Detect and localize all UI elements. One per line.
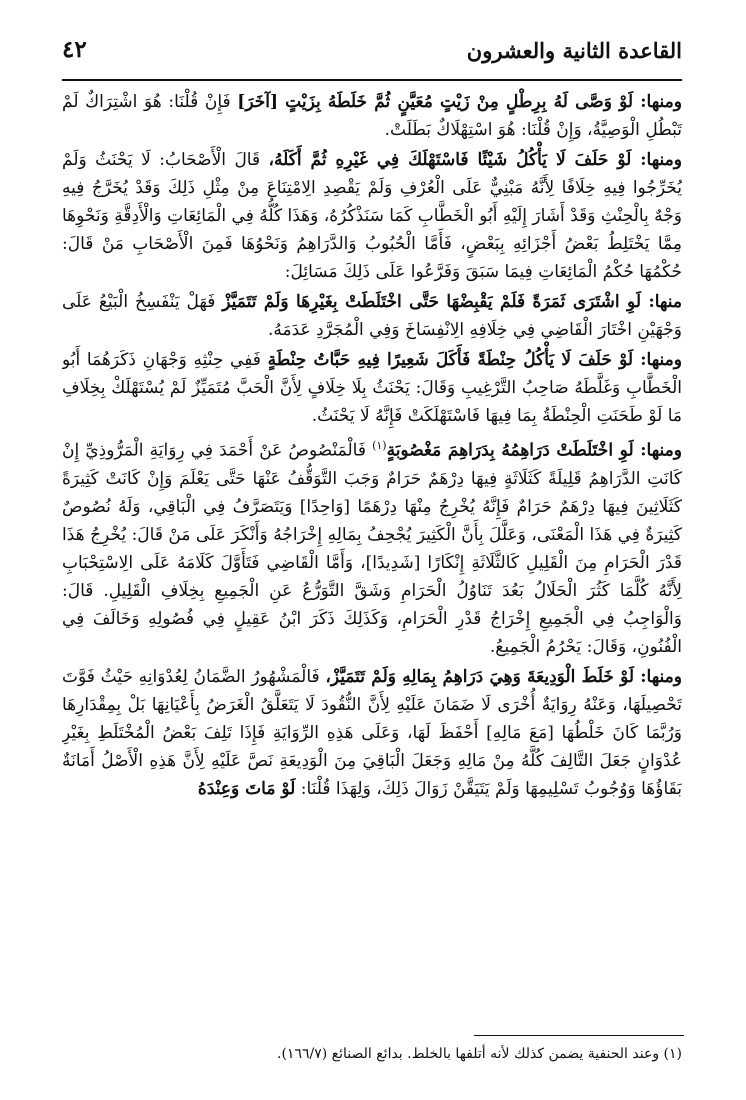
page-body bbox=[62, 88, 682, 1008]
paragraph bbox=[62, 346, 682, 430]
paragraph bbox=[62, 663, 682, 803]
paragraph-text: فَفِي حِنْثِهِ وَجْهَانِ ذَكَرَهُمَا أَبُو الْخَطَّابِ وَغَلَّطَهُ صَاحِبُ التَّرْغِيبِ وَقَالَ: يَحْنَثُ بِلَا خِلَافٍ لِأَنَّ الْحَبَّ مُتَمَيِّزٌ لَمْ يُسْتَهْلَكْ بِخِلَافِ مَا لَوْ طَحَنَتِ الْحِنْطَةُ بِمَا فِيهَا فَاسْتَهْلَكَتْ فَإِنَّهُ لَا يَحْنَثُ. bbox=[62, 350, 682, 426]
paragraph bbox=[62, 432, 682, 661]
page-number: ٤٢ bbox=[62, 36, 87, 63]
footnote-divider bbox=[474, 1035, 684, 1036]
issue-heading: ومنها: لَوْ وَصَّى لَهُ بِرِطْلٍ مِنْ زَيْتٍ مُعَيَّنٍ ثُمَّ خَلَطَهُ بِزَيْتٍ [آخَرَ] bbox=[237, 92, 682, 112]
issue-heading: ومنها: لَوِ اخْتَلَطَتْ دَرَاهِمُهُ بِدَرَاهِمَ مَغْصُوبَةٍ bbox=[386, 440, 682, 461]
continuation-heading: لَوْ مَاتَ وَعِنْدَهُ bbox=[197, 778, 296, 799]
paragraph-text: قَالَ الْأَصْحَابُ: لَا يَحْنَثُ وَلَمْ يُخَرِّجُوا فِيهِ خِلَافًا لِأَنَّهُ مَبْنِيٌّ عَلَى الْعُرْفِ وَلَمْ يَقْصِدِ الِامْتِنَاعَ مِنْ مِثْلِ ذَلِكَ وَقَدْ يُخَرَّجُ فِيهِ وَجْهٌ بِالْحِنْثِ وَقَدْ أَشَارَ إِلَيْهِ أَبُو الْخَطَّابِ كَمَا سَنَذْكُرُهُ، وَهَذَا كُلُّهُ فِي الْمَائِعَاتِ وَالْأَدِقَّةِ وَنَحْوِهَا مِمَّا يَخْتَلِطُ بَعْضُ أَجْزَائِهِ بِبَعْضٍ، فَأَمَّا الْحُبُوبُ وَالدَّرَاهِمُ وَنَحْوُهَا فَمِنَ الْأَصْحَابِ مَنْ قَالَ: حُكْمُهَا حُكْمُ الْمَائِعَاتِ فِيمَا سَبَقَ وَفَرَّعُوا عَلَى ذَلِكَ مَسَائِلَ: bbox=[62, 150, 682, 282]
header-divider bbox=[62, 79, 682, 81]
paragraph-text: فَالْمَنْصُوصُ عَنْ أَحْمَدَ فِي رِوَايَةِ الْمَرُّوذِيِّ إِنْ كَانَتِ الدَّرَاهِمُ قَلِيلَةً كَثَلَاثَةٍ فِيهَا دِرْهَمٌ حَرَامٌ وَجَبَ التَّوَقُّفُ عَنْهَا حَتَّى يَعْلَمَ وَإِنْ كَانَتْ كَثِيرَةً كَثَلَاثِينَ فِيهَا دِرْهَمٌ حَرَامٌ فَإِنَّهُ يُخْرِجُ مِنْهَا دِرْهَمًا [وَاحِدًا] وَيَتَصَرَّفُ فِي الْبَاقِي، وَلَهُ نُصُوصٌ كَثِيرَةٌ فِي هَذَا الْمَعْنَى، وَعَلَّلَ بِأَنَّ الْكَثِيرَ يُجْحِفُ بِمَالِهِ إِخْرَاجُهُ وَأَنْكَرَ عَلَى مَنْ قَالَ: يُخْرِجُ هَذَا قَدْرَ الْحَرَامِ مِنَ الْقَلِيلِ كَالثَّلَاثَةِ إِنْكَارًا [شَدِيدًا]، وَأَمَّا الْقَاضِي فَتَأَوَّلَ كَلَامَهُ عَلَى الِاسْتِحْبَابِ لِأَنَّهُ كُلَّمَا كَثُرَ الْحَلَالُ بَعُدَ تَنَاوُلُ الْحَرَامِ وَشَقَّ التَّوَرُّعُ عَنِ الْجَمِيعِ بِخِلَافِ الْقَلِيلِ. قَالَ: وَالْوَاجِبُ فِي الْجَمِيعِ إِخْرَاجُ قَدْرِ الْحَرَامِ، وَكَذَلِكَ ذَكَرَ ابْنُ عَقِيلٍ فِي فُصُولِهِ وَخَالَفَ فِي الْفُنُونِ، وَقَالَ: يَحْرُمُ الْجَمِيعُ. bbox=[62, 440, 682, 657]
paragraph-text: فَهَلْ يَنْفَسِخُ الْبَيْعُ عَلَى وَجْهَيْنِ اخْتَارَ الْقَاضِي فِي خِلَافِهِ الِانْفِسَاخَ وَفِي الْمُجَرَّدِ عَدَمَهُ. bbox=[62, 292, 682, 340]
issue-heading: ومنها: لَوْ حَلَفَ لَا يَأْكُلُ حِنْطَةً فَأَكَلَ شَعِيرًا فِيهِ حَبَّاتُ حِنْطَةٍ bbox=[267, 350, 682, 370]
page-header bbox=[62, 34, 682, 74]
paragraph-text: فَالْمَشْهُورُ الضَّمَانُ لِعُدْوَانِهِ حَيْثُ فَوَّتَ تَحْصِيلَهَا، وَعَنْهُ رِوَايَةٌ أُخْرَى لَا ضَمَانَ عَلَيْهِ لِأَنَّ النُّقُودَ لَا يَتَعَلَّقُ الْغَرَضُ بِأَعْيَانِهَا بَلْ بِمِقْدَارِهَا وَرُبَّمَا كَانَ خَلْطُهَا [مَعَ مَالِهِ] أَحْفَظَ لَهَا، وَعَلَى هَذِهِ الرِّوَايَةِ فَإِذَا تَلِفَ بَعْضُ الْمُخْتَلَطِ بِغَيْرِ عُدْوَانٍ جَعَلَ التَّالِفَ كُلَّهُ مِنْ مَالِهِ وَجَعَلَ الْبَاقِيَ مِنَ الْوَدِيعَةِ نَصَّ عَلَيْهِ لِأَنَّ هَذِهِ الْأَصْلُ أَمَانَةٌ بَقَاؤُهَا وَوُجُوبُ تَسْلِيمِهَا وَلَمْ يَتَيَقَّنْ زَوَالَ ذَلِكَ، وَلِهَذَا قُلْنَا: bbox=[62, 666, 682, 799]
footnote: (١) وعند الحنفية يضمن كذلك لأنه أتلفها بالخلط. بدائع الصنائع (١٦٦/٧). bbox=[277, 1046, 682, 1062]
issue-heading: منها: لَوِ اشْتَرَى ثَمَرَةً فَلَمْ يَقْبِضْهَا حَتَّى اخْتَلَطَتْ بِغَيْرِهَا وَلَمْ تَتَمَيَّزْ bbox=[222, 292, 682, 312]
issue-heading: ومنها: لَوْ خَلَطَ الْوَدِيعَةَ وَهِيَ دَرَاهِمُ بِمَالِهِ وَلَمْ تَتَمَيَّزْ، bbox=[325, 666, 682, 687]
issue-heading: ومنها: لَوْ حَلَفَ لَا يَأْكُلُ شَيْئًا فَاسْتَهْلَكَ فِي غَيْرِهِ ثُمَّ أَكَلَهُ، bbox=[268, 150, 682, 170]
chapter-title: القاعدة الثانية والعشرون bbox=[466, 38, 682, 63]
paragraph bbox=[62, 288, 682, 344]
paragraph bbox=[62, 88, 682, 144]
footnote-reference: (١) bbox=[372, 439, 387, 452]
paragraph-text: فَإِنْ قُلْنَا: هُوَ اشْتِرَاكٌ لَمْ تَبْطُلِ الْوَصِيَّةُ، وَإِنْ قُلْنَا: هُوَ اسْتِهْلَاكٌ بَطَلَتْ. bbox=[62, 92, 682, 140]
paragraph bbox=[62, 146, 682, 286]
